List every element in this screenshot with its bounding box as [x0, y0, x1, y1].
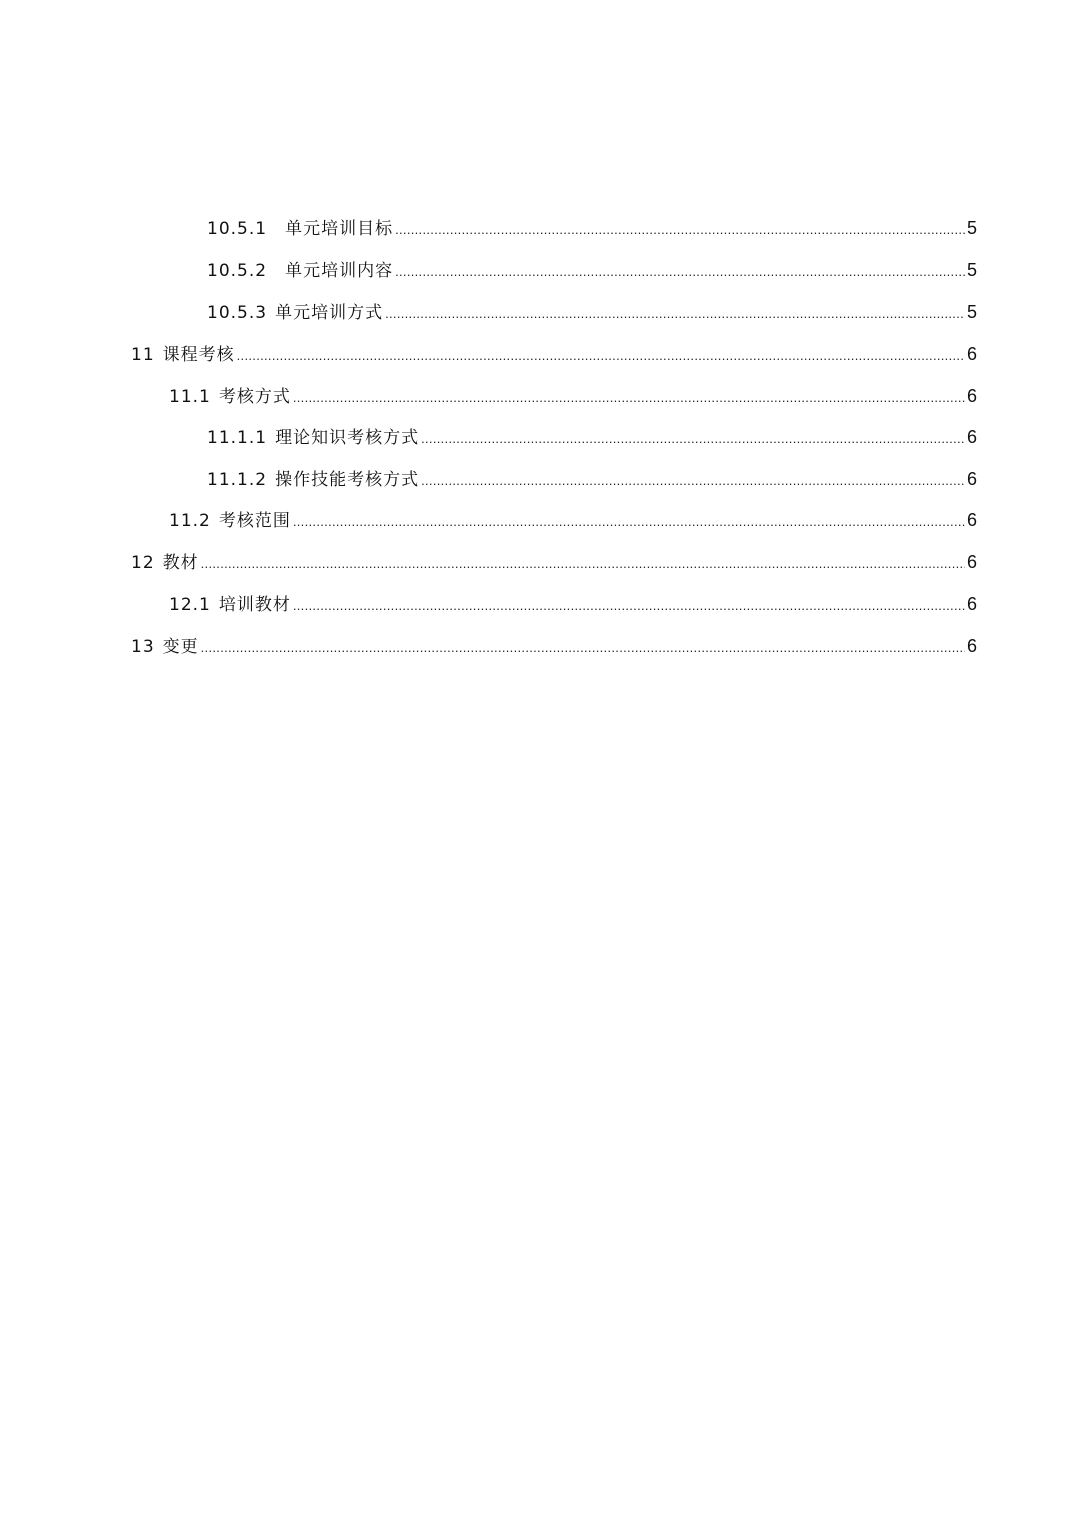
- toc-entry-number: 10.5.2: [207, 261, 268, 281]
- toc-entry-10-5-2[interactable]: [207, 258, 977, 282]
- toc-entry-title: 单元培训内容: [285, 261, 394, 281]
- toc-entry-title: 考核方式: [218, 387, 291, 407]
- toc-entry-number: 10.5.3: [207, 303, 268, 323]
- toc-entry-page: 6: [966, 344, 977, 364]
- toc-entry-title: 考核范围: [218, 511, 291, 531]
- toc-entry-title: 培训教材: [218, 595, 291, 615]
- toc-entry-10-5-1[interactable]: [207, 216, 977, 240]
- toc-entry-11-2[interactable]: [169, 508, 977, 532]
- toc-entry-10-5-3[interactable]: [207, 300, 977, 324]
- toc-entry-number: 11.2: [169, 511, 211, 531]
- toc-entry-page: 6: [966, 552, 977, 572]
- dot-leader: [395, 218, 965, 242]
- dot-leader: [293, 510, 965, 534]
- toc-entry-11-1-1[interactable]: [207, 425, 977, 449]
- dot-leader: [385, 302, 965, 326]
- dot-leader: [395, 260, 965, 284]
- toc-entry-title: 单元培训方式: [275, 303, 384, 323]
- toc-entry-number: 11.1.2: [207, 470, 268, 490]
- dot-leader: [421, 469, 965, 493]
- toc-entry-page: 5: [966, 218, 977, 238]
- toc-entry-title: 课程考核: [162, 345, 235, 365]
- toc-entry-title: 操作技能考核方式: [275, 470, 420, 490]
- toc-entry-title: 教材: [162, 553, 199, 573]
- toc-entry-page: 6: [966, 427, 977, 447]
- toc-entry-number: 12.1: [169, 595, 211, 615]
- toc-entry-title: 单元培训目标: [285, 219, 394, 239]
- toc-entry-page: 6: [966, 636, 977, 656]
- toc-entry-number: 10.5.1: [207, 219, 268, 239]
- dot-leader: [293, 386, 965, 410]
- toc-entry-page: 5: [966, 302, 977, 322]
- toc-entry-page: 6: [966, 594, 977, 614]
- toc-entry-12[interactable]: [131, 550, 977, 574]
- toc-entry-title: 变更: [162, 637, 199, 657]
- toc-entry-number: 13: [131, 637, 155, 657]
- dot-leader: [201, 636, 965, 660]
- dot-leader: [201, 552, 965, 576]
- dot-leader: [237, 344, 965, 368]
- toc-entry-11-1-2[interactable]: [207, 467, 977, 491]
- toc-entry-page: 6: [966, 510, 977, 530]
- toc-entry-page: 6: [966, 386, 977, 406]
- toc-entry-11[interactable]: [131, 342, 977, 366]
- toc-entry-number: 12: [131, 553, 155, 573]
- toc-entry-12-1[interactable]: [169, 592, 977, 616]
- toc-entry-page: 5: [966, 260, 977, 280]
- toc-entry-title: 理论知识考核方式: [275, 428, 420, 448]
- dot-leader: [421, 427, 965, 451]
- toc-entry-number: 11.1.1: [207, 428, 268, 448]
- toc-entry-page: 6: [966, 469, 977, 489]
- toc-entry-11-1[interactable]: [169, 384, 977, 408]
- dot-leader: [293, 594, 965, 618]
- toc-entry-number: 11.1: [169, 387, 211, 407]
- toc-entry-number: 11: [131, 345, 155, 365]
- toc-entry-13[interactable]: [131, 634, 977, 658]
